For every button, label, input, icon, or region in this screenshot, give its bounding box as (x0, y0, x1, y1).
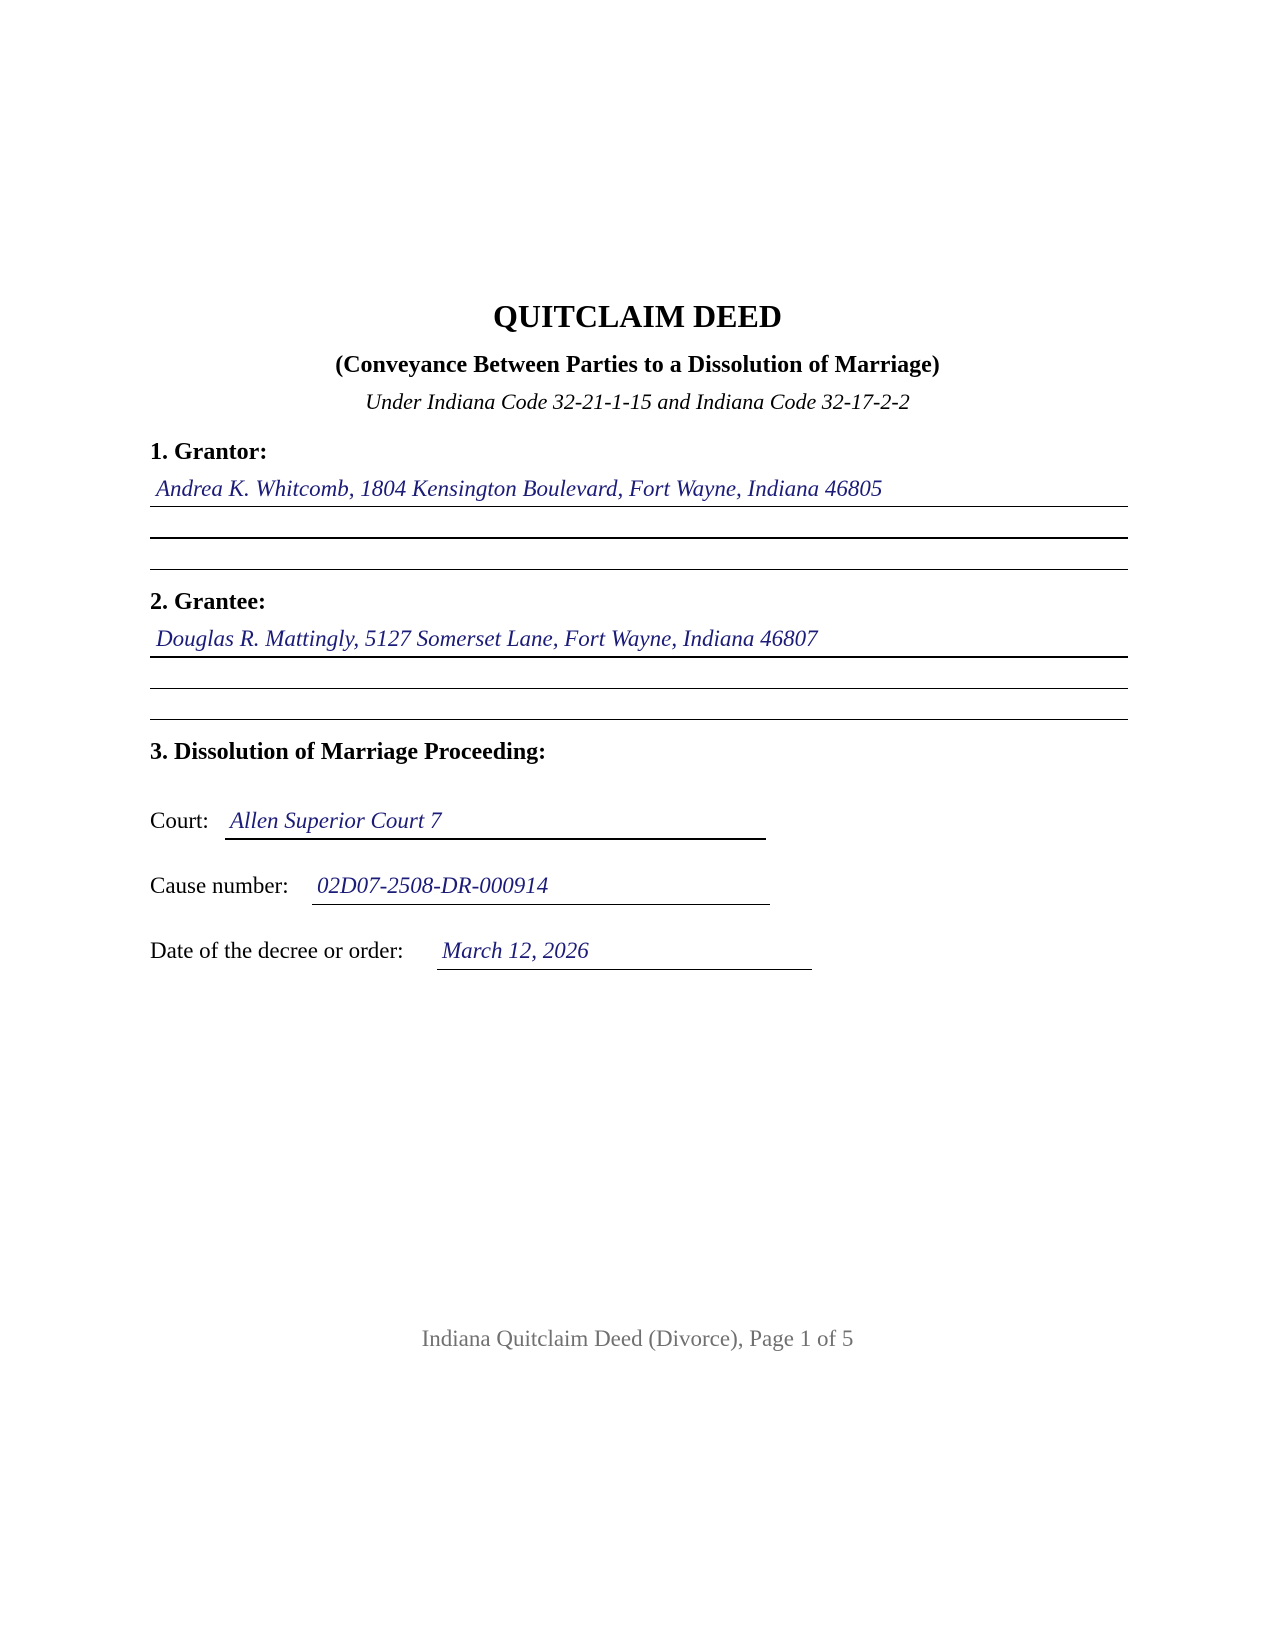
grantor-line-1 (150, 506, 1128, 507)
grantee-field[interactable]: Douglas R. Mattingly, 5127 Somerset Lane, Fort Wayne, Indiana 46807 (156, 626, 818, 651)
grantor-field[interactable]: Andrea K. Whitcomb, 1804 Kensington Boulevard, Fort Wayne, Indiana 46805 (156, 476, 883, 501)
grantee-line-1 (150, 656, 1128, 658)
court-field[interactable]: Allen Superior Court 7 (230, 808, 442, 833)
decree-date-field[interactable]: March 12, 2026 (442, 938, 589, 963)
document-subtitle: (Conveyance Between Parties to a Dissolution of Marriage) (335, 352, 940, 378)
grantee-heading: 2. Grantee: (150, 589, 266, 615)
page-footer: Indiana Quitclaim Deed (Divorce), Page 1 of 5 (421, 1326, 854, 1351)
grantor-heading: 1. Grantor: (150, 439, 268, 465)
court-underline (225, 838, 766, 840)
grantee-line-2 (150, 688, 1128, 689)
document-title: QUITCLAIM DEED (493, 298, 782, 334)
proceeding-heading: 3. Dissolution of Marriage Proceeding: (150, 739, 547, 765)
decree-date-underline (437, 969, 812, 970)
cause-number-label: Cause number: (150, 873, 289, 898)
grantor-line-3 (150, 569, 1128, 570)
court-label: Court: (150, 808, 209, 833)
grantor-line-2 (150, 537, 1128, 539)
cause-number-underline (312, 904, 770, 905)
cause-number-field[interactable]: 02D07-2508-DR-000914 (317, 873, 549, 898)
decree-date-label: Date of the decree or order: (150, 938, 404, 963)
statute-reference: Under Indiana Code 32-21-1-15 and Indiana Code 32-17-2-2 (365, 389, 910, 414)
grantee-line-3 (150, 719, 1128, 720)
